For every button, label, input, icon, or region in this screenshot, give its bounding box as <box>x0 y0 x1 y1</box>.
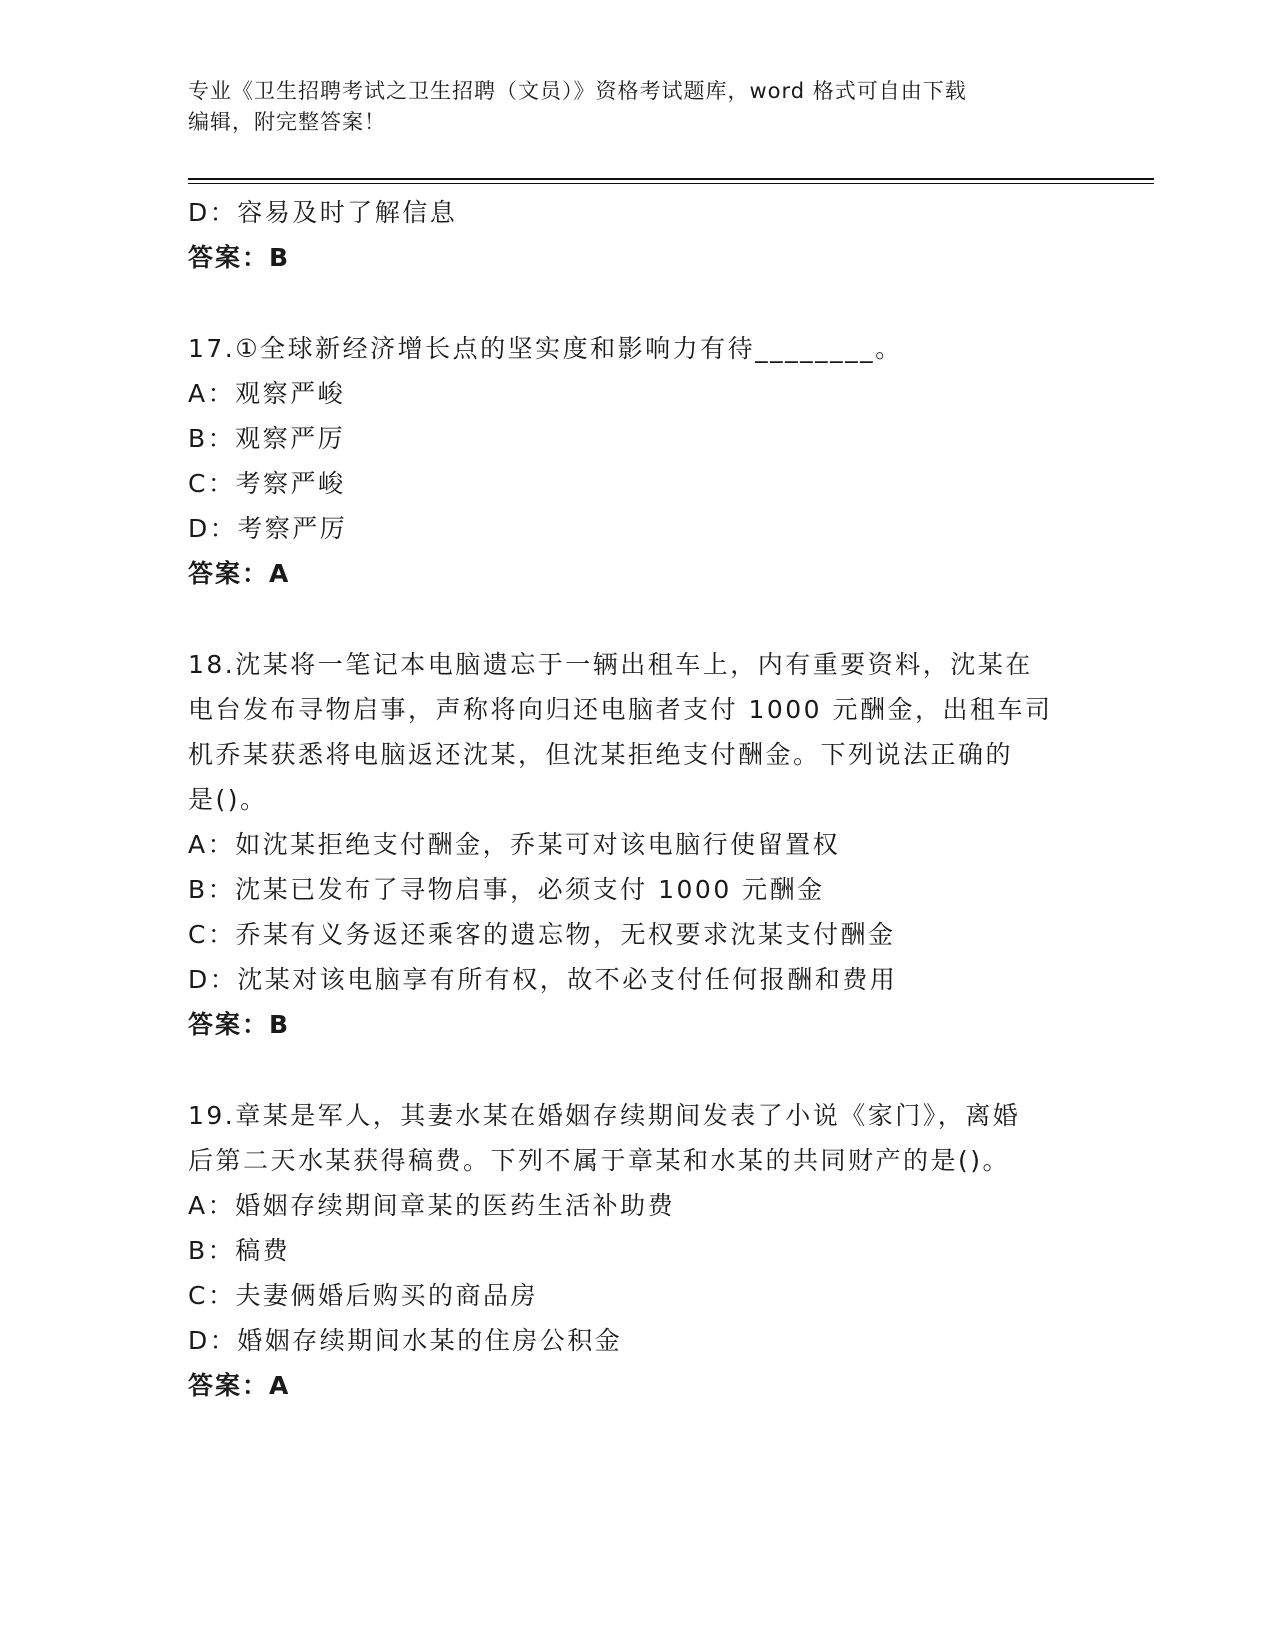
option-d: D：沈某对该电脑享有所有权，故不必支付任何报酬和费用 <box>188 965 898 994</box>
question-stem <box>188 326 1078 371</box>
option-b: B：稿费 <box>188 1236 291 1265</box>
stem-line: 后第二天水某获得稿费。下列不属于章某和水某的共同财产的是()。 <box>188 1146 1011 1175</box>
question-stem <box>188 642 1078 822</box>
option-b: B：观察严厉 <box>188 424 346 453</box>
stem-line: 是()。 <box>188 785 268 814</box>
header-rule-thick <box>188 178 1154 180</box>
answer-line: 答案：B <box>188 1010 291 1039</box>
answer-line: 答案：B <box>188 243 291 272</box>
spacer <box>188 596 1078 642</box>
spacer <box>188 1047 1078 1093</box>
stem-line: 17.①全球新经济增长点的坚实度和影响力有待________。 <box>188 334 903 363</box>
question-17 <box>188 326 1078 596</box>
stem-line: 18.沈某将一笔记本电脑遗忘于一辆出租车上，内有重要资料，沈某在 <box>188 650 1033 679</box>
question-19 <box>188 1093 1078 1408</box>
option-a: A：观察严峻 <box>188 379 346 408</box>
spacer <box>188 280 1078 326</box>
header-rule-thin <box>188 183 1154 184</box>
answer-line: 答案：A <box>188 559 291 588</box>
question-stem <box>188 1093 1078 1183</box>
option-b: B：沈某已发布了寻物启事，必须支付 1000 元酬金 <box>188 875 825 904</box>
stem-line: 电台发布寻物启事，声称将向归还电脑者支付 1000 元酬金，出租车司 <box>188 695 1053 724</box>
option-c: C：夫妻俩婚后购买的商品房 <box>188 1281 538 1310</box>
option-a: A：如沈某拒绝支付酬金，乔某可对该电脑行使留置权 <box>188 830 841 859</box>
stem-line: 19.章某是军人，其妻水某在婚姻存续期间发表了小说《家门》，离婚 <box>188 1101 1021 1130</box>
stem-line: 机乔某获悉将电脑返还沈某，但沈某拒绝支付酬金。下列说法正确的 <box>188 740 1014 769</box>
answer-line: 答案：A <box>188 1371 291 1400</box>
question-18 <box>188 642 1078 1047</box>
option-c: C：考察严峻 <box>188 469 346 498</box>
option-d: D：考察严厉 <box>188 514 348 543</box>
page-header <box>188 76 1068 138</box>
question-content <box>188 190 1078 1408</box>
option-c: C：乔某有义务返还乘客的遗忘物，无权要求沈某支付酬金 <box>188 920 896 949</box>
option-d: D：容易及时了解信息 <box>188 198 458 227</box>
option-a: A：婚姻存续期间章某的医药生活补助费 <box>188 1191 676 1220</box>
header-line-1: 专业《卫生招聘考试之卫生招聘（文员）》资格考试题库，word 格式可自由下载 <box>188 79 967 103</box>
prev-question <box>188 190 1078 280</box>
header-line-2: 编辑，附完整答案！ <box>188 110 386 134</box>
option-d: D：婚姻存续期间水某的住房公积金 <box>188 1326 623 1355</box>
